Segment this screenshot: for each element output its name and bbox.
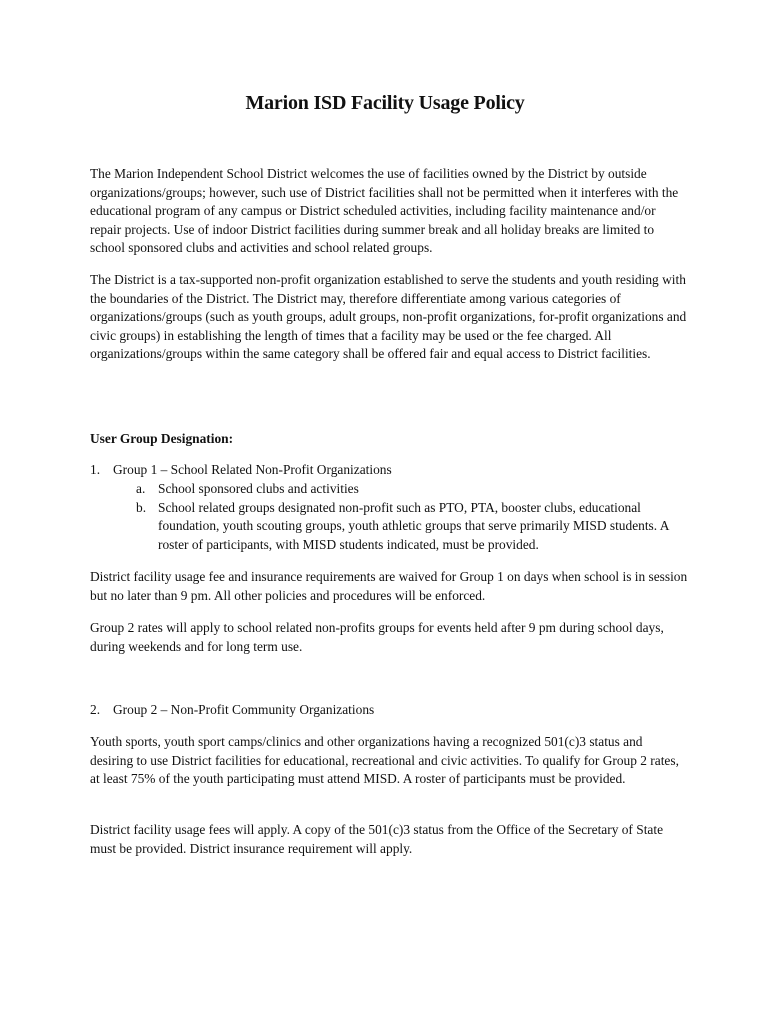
section-heading: User Group Designation: bbox=[90, 431, 234, 446]
group-1-sub-list bbox=[136, 480, 688, 554]
sub-item-text: School sponsored clubs and activities bbox=[158, 481, 359, 496]
group-1-list-item bbox=[90, 461, 392, 480]
sub-item-text: School related groups designated non-profit such as PTO, PTA, booster clubs, educational foundation, youth scouting groups, youth athletic groups that serve primarily MISD students. A roster of participants, with MISD students indicated, must be provided. bbox=[158, 499, 669, 552]
group-2-paragraph-2: District facility usage fees will apply. A copy of the 501(c)3 status from the Office of the Secretary of State must be provided. District insurance requirement will apply. bbox=[90, 822, 664, 856]
group-2-number: 2. bbox=[90, 702, 101, 717]
sub-item-letter: a. bbox=[136, 481, 146, 496]
group-1-sub-item-b bbox=[136, 499, 688, 555]
sub-item-letter: b. bbox=[136, 499, 147, 515]
intro-paragraph-2: The District is a tax-supported non-profit organization established to serve the students and youth residing with the boundaries of the District. The District may, therefore differentiate among various categories of organizations/groups (such as youth groups, adult groups, non-profit organizations, for-profit organizations and civic groups) in establishing the length of times that a facility may be used or the fee charged. All organizations/groups within the same category shall be offered fair and equal access to District facilities. bbox=[90, 272, 687, 362]
group-1-sub-item-a bbox=[136, 480, 688, 499]
group-1-paragraph-1: District facility usage fee and insurance requirements are waived for Group 1 on days when school is in session but no later than 9 pm. All other policies and procedures will be enforced. bbox=[90, 569, 688, 603]
group-1-label: Group 1 – School Related Non-Profit Organizations bbox=[113, 462, 392, 477]
group-2-paragraph-1: Youth sports, youth sport camps/clinics and other organizations having a recognized 501(c)3 status and desiring to use District facilities for educational, recreational and civic activities. To qualify for Group 2 rates, at least 75% of the youth participating must attend MISD. A roster of participants must be provided. bbox=[90, 734, 679, 787]
document-title: Marion ISD Facility Usage Policy bbox=[245, 92, 525, 114]
group-2-list-item bbox=[90, 701, 374, 720]
group-1-paragraph-2: Group 2 rates will apply to school related non-profits groups for events held after 9 pm during school days, during weekends and for long term use. bbox=[90, 620, 664, 654]
group-1-number: 1. bbox=[90, 462, 101, 477]
intro-paragraph-1: The Marion Independent School District welcomes the use of facilities owned by the District by outside organizations/groups; however, such use of District facilities shall not be permitted when it interferes with the educational program of any campus or District scheduled activities, including facility maintenance and/or repair projects. Use of indoor District facilities during summer break and all holiday breaks are limited to school sponsored clubs and activities and school related groups. bbox=[90, 166, 679, 256]
group-2-label: Group 2 – Non-Profit Community Organizations bbox=[113, 702, 375, 717]
